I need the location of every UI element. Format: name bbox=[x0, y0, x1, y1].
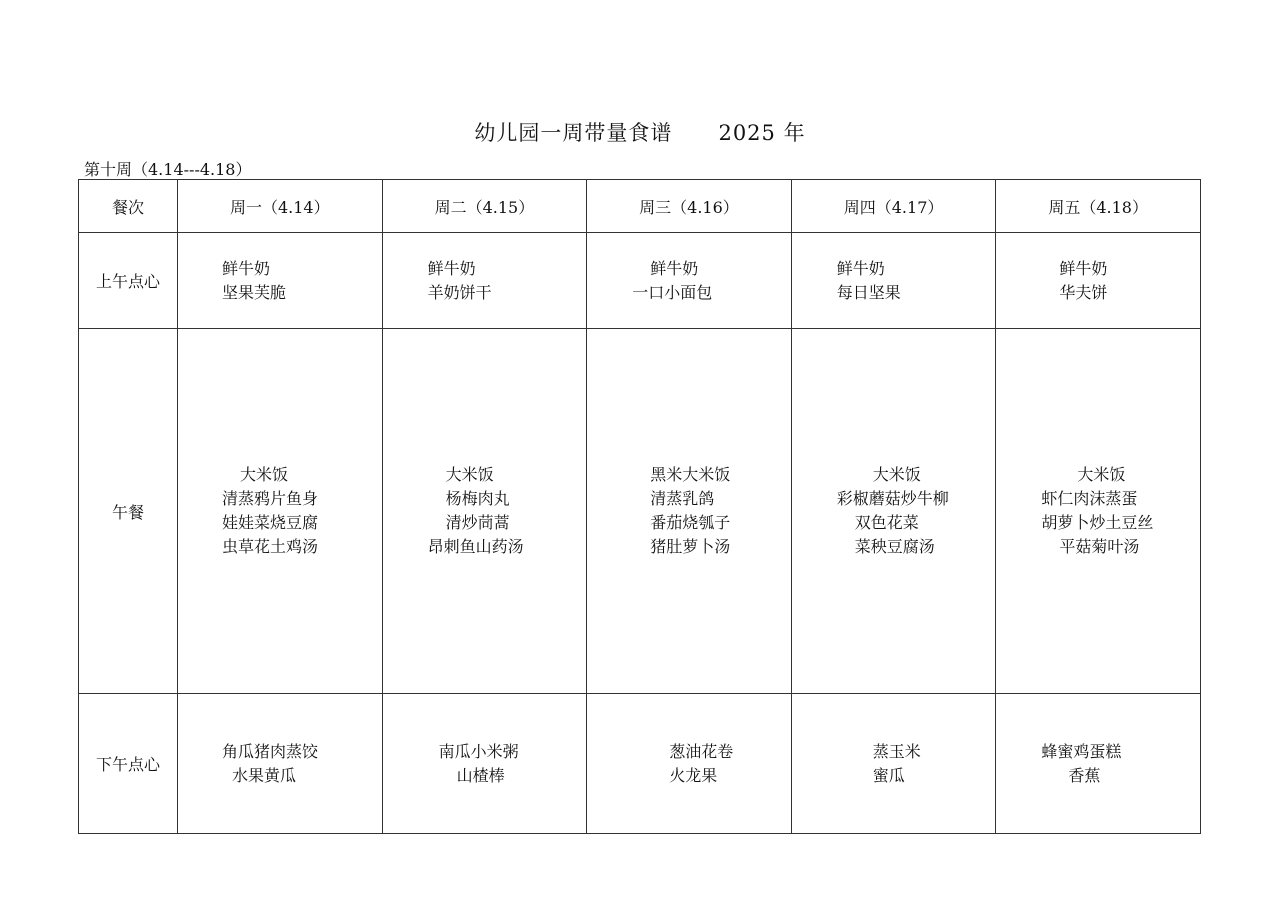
day-header-wed: 周三（4.16） bbox=[587, 180, 792, 233]
menu-item: 一口小面包 bbox=[632, 282, 713, 302]
header-row bbox=[79, 180, 1201, 233]
menu-item: 大米饭 bbox=[872, 465, 921, 484]
menu-item: 猪肚萝卜汤 bbox=[650, 537, 731, 556]
menu-cell bbox=[178, 233, 383, 329]
menu-item: 蒸玉米 bbox=[872, 741, 921, 761]
day-header-fri: 周五（4.18） bbox=[996, 180, 1201, 233]
corner-header: 餐次 bbox=[79, 180, 178, 233]
menu-cell bbox=[178, 329, 383, 694]
menu-item: 虫草花土鸡汤 bbox=[222, 537, 319, 556]
menu-item: 火龙果 bbox=[669, 765, 718, 785]
menu-item: 清蒸鸦片鱼身 bbox=[222, 489, 319, 508]
table-row bbox=[79, 329, 1201, 694]
menu-item: 每日坚果 bbox=[836, 282, 901, 302]
row-label-lunch: 午餐 bbox=[79, 329, 178, 694]
table-row bbox=[79, 694, 1201, 834]
menu-cell bbox=[178, 694, 383, 834]
menu-item: 杨梅肉丸 bbox=[445, 489, 510, 508]
menu-item: 虾仁肉沫蒸蛋 bbox=[1041, 489, 1138, 508]
menu-cell bbox=[996, 329, 1201, 694]
menu-table bbox=[78, 179, 1201, 834]
menu-cell bbox=[382, 233, 587, 329]
row-label-morning-snack: 上午点心 bbox=[79, 233, 178, 329]
menu-item: 大米饭 bbox=[1077, 465, 1126, 484]
day-header-thu: 周四（4.17） bbox=[791, 180, 996, 233]
menu-item: 葱油花卷 bbox=[669, 741, 734, 761]
day-header-tue: 周二（4.15） bbox=[382, 180, 587, 233]
menu-item: 黑米大米饭 bbox=[650, 465, 731, 484]
menu-item: 南瓜小米粥 bbox=[438, 741, 519, 761]
menu-item: 清蒸乳鸽 bbox=[650, 489, 715, 508]
menu-item: 娃娃菜烧豆腐 bbox=[222, 513, 319, 532]
menu-item: 平菇菊叶汤 bbox=[1059, 537, 1140, 556]
menu-cell bbox=[382, 329, 587, 694]
menu-item: 番茄烧瓠子 bbox=[650, 513, 731, 532]
menu-item: 鲜牛奶 bbox=[836, 258, 885, 278]
week-label: 第十周（4.14---4.18） bbox=[84, 160, 252, 179]
menu-item: 鲜牛奶 bbox=[1059, 258, 1108, 278]
menu-item: 蜂蜜鸡蛋糕 bbox=[1041, 741, 1122, 761]
menu-item: 鲜牛奶 bbox=[222, 258, 271, 278]
menu-item: 彩椒蘑菇炒牛柳 bbox=[836, 489, 949, 508]
menu-item: 昂刺鱼山药汤 bbox=[427, 537, 524, 556]
menu-item: 香蕉 bbox=[1068, 765, 1101, 785]
menu-item: 菜秧豆腐汤 bbox=[854, 537, 935, 556]
menu-item: 清炒茼蒿 bbox=[445, 513, 510, 532]
menu-cell bbox=[587, 233, 792, 329]
menu-item: 鲜牛奶 bbox=[427, 258, 476, 278]
menu-cell bbox=[587, 329, 792, 694]
day-header-mon: 周一（4.14） bbox=[178, 180, 383, 233]
menu-cell bbox=[791, 233, 996, 329]
menu-item: 大米饭 bbox=[240, 465, 289, 484]
menu-item: 胡萝卜炒土豆丝 bbox=[1041, 513, 1154, 532]
menu-item: 角瓜猪肉蒸饺 bbox=[222, 741, 319, 761]
menu-cell bbox=[791, 329, 996, 694]
table-row bbox=[79, 233, 1201, 329]
menu-cell bbox=[996, 233, 1201, 329]
page-title: 幼儿园一周带量食谱 2025 年 bbox=[474, 121, 806, 145]
menu-item: 大米饭 bbox=[445, 465, 494, 484]
row-label-afternoon-snack: 下午点心 bbox=[79, 694, 178, 834]
menu-item: 蜜瓜 bbox=[872, 765, 905, 785]
menu-item: 羊奶饼干 bbox=[427, 282, 492, 302]
menu-item: 水果黄瓜 bbox=[232, 765, 297, 785]
menu-item: 山楂棒 bbox=[456, 765, 505, 785]
menu-item: 华夫饼 bbox=[1059, 282, 1108, 302]
menu-item: 鲜牛奶 bbox=[650, 258, 699, 278]
menu-cell bbox=[587, 694, 792, 834]
menu-cell bbox=[382, 694, 587, 834]
menu-cell bbox=[996, 694, 1201, 834]
menu-cell bbox=[791, 694, 996, 834]
menu-item: 坚果芙脆 bbox=[222, 282, 287, 302]
menu-item: 双色花菜 bbox=[854, 513, 919, 532]
